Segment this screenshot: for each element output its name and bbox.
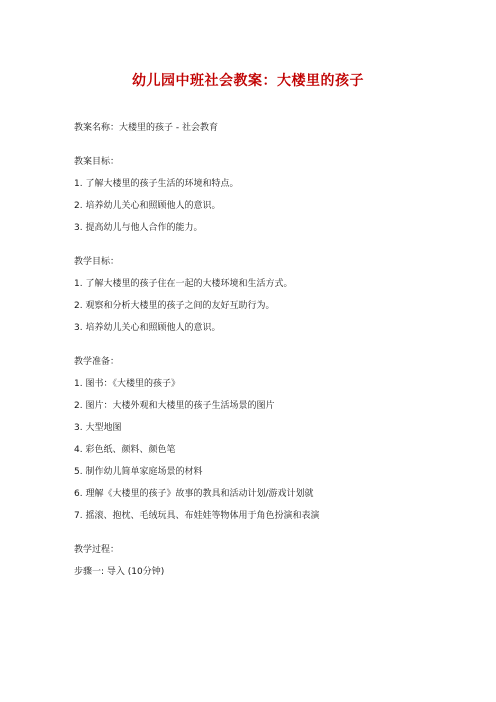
list-item: 1. 图书：《大楼里的孩子》: [74, 379, 180, 389]
list-item: 4. 彩色纸、颜料、颜色笔: [74, 445, 176, 455]
section-heading-goals: 教案目标：: [74, 157, 120, 167]
section-heading-process: 教学过程：: [74, 545, 120, 555]
section-heading-preparation: 教学准备：: [74, 357, 120, 367]
list-item: 7. 摇滚、抱枕、毛绒玩具、布娃娃等物体用于角色扮演和表演: [74, 511, 320, 521]
lesson-name-line: 教案名称：大楼里的孩子 - 社会教育: [74, 123, 218, 133]
list-item: 2. 培养幼儿关心和照顾他人的意识。: [74, 201, 221, 211]
list-item: 1. 了解大楼里的孩子生活的环境和特点。: [74, 179, 239, 189]
document-title: 幼儿园中班社会教案：大楼里的孩子: [132, 73, 364, 89]
list-item: 步骤一: 导入 (10分钟): [74, 567, 165, 577]
list-item: 6. 理解《大楼里的孩子》故事的教具和活动计划/游戏计划就: [74, 489, 314, 499]
list-item: 2. 图片：大楼外观和大楼里的孩子生活场景的图片: [74, 401, 275, 411]
list-item: 1. 了解大楼里的孩子住在一起的大楼环境和生活方式。: [74, 279, 293, 289]
list-item: 3. 培养幼儿关心和照顾他人的意识。: [74, 323, 221, 333]
section-heading-teaching-goals: 教学目标：: [74, 257, 120, 267]
list-item: 3. 大型地图: [74, 423, 122, 433]
list-item: 5. 制作幼儿简单家庭场景的材料: [74, 467, 203, 477]
list-item: 3. 提高幼儿与他人合作的能力。: [74, 223, 203, 233]
document-body: [74, 117, 474, 583]
list-item: 2. 观察和分析大楼里的孩子之间的友好互助行为。: [74, 301, 275, 311]
